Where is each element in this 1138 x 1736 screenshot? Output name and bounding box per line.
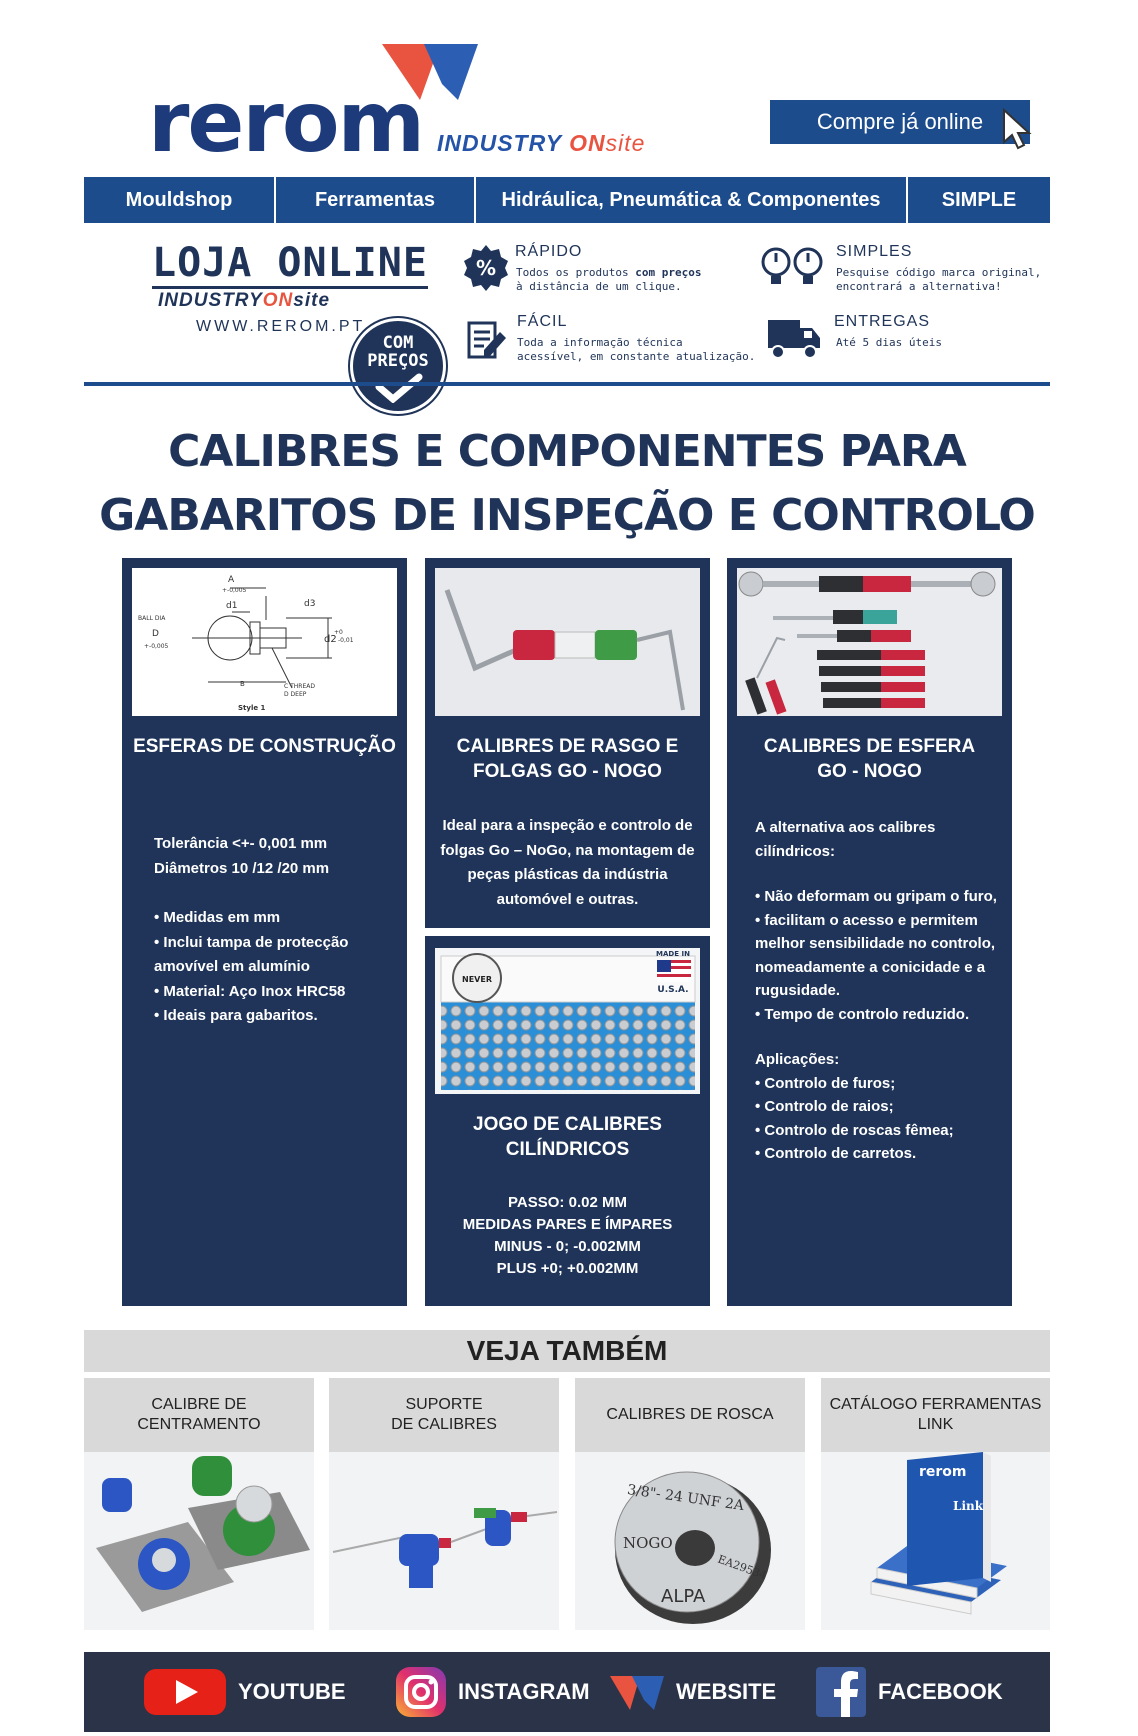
social-footer [84,1652,1050,1732]
feature-facil-text-1: Toda a informação técnica [517,336,683,349]
esfera-app-item: • Controlo de carretos. [755,1145,917,1162]
jogo-text-line: MEDIDAS PARES E ÍMPARES [462,1216,673,1233]
facebook-link[interactable] [816,1667,1003,1717]
instagram-label: INSTAGRAM [458,1679,590,1704]
rasgo-text-line: folgas Go – NoGo, na montagem de [440,841,695,859]
esferas-bullet: • Ideais para gabaritos. [154,1007,318,1024]
jogo-title-line1: JOGO DE CALIBRES [473,1114,662,1135]
svg-text:D DEEP: D DEEP [284,691,307,698]
esfera-bullet: rugusidade. [755,982,841,999]
store-sub-industry: INDUSTRY [158,290,263,311]
brand-tagline [437,130,645,157]
related-label-line1: CALIBRE DE [151,1396,247,1413]
headline-line2: GABARITOS DE INSPEÇÃO E CONTROLO [99,490,1035,541]
related-item-label [821,1378,1050,1452]
feature-facil-text [517,336,755,364]
go-nogo-blade-gauge-icon [435,568,700,716]
esfera-app-item: • Controlo de roscas fêmea; [755,1121,954,1139]
menu-item-ferramentas[interactable]: Ferramentas [276,177,476,223]
ball-drawing-icon [132,568,397,716]
store-subtitle [158,290,330,312]
svg-text:A: A [228,575,235,585]
card-esferas-specs [154,832,329,881]
svg-text:MADE IN: MADE IN [656,950,690,958]
cursor-icon [1002,108,1032,150]
website-label: WEBSITE [676,1679,777,1704]
jogo-text-line: PLUS +0; +0.002MM [496,1260,639,1277]
svg-text:EA29534: EA29534 [715,1552,769,1583]
card-jogo-calibres[interactable] [425,936,710,1306]
feature-facil-text-2: acessível, em constante atualização. [517,349,756,363]
esferas-spec-diameters: Diâmetros 10 /12 /20 mm [154,859,330,877]
card-jogo-text [425,1192,710,1280]
card-rasgo-text [425,814,710,912]
related-label-line2: CENTRAMENTO [137,1416,261,1433]
jogo-product-photo [435,948,700,1094]
document-pen-icon [466,320,508,362]
svg-text:Style 1: Style 1 [238,704,266,712]
esferas-bullet: • Inclui tampa de protecção [154,933,349,951]
facebook-label: FACEBOOK [878,1679,1003,1704]
esfera-bullet: • facilitam o acesso e permitem [755,911,978,929]
brand-logo[interactable]: rerom [148,73,424,171]
svg-text:d3: d3 [304,599,316,609]
feature-rapido-text-bold: com preços [635,266,702,279]
feature-rapido-title: RÁPIDO [515,243,583,260]
related-item-label [575,1378,805,1452]
rasgo-text-line: automóvel e outras. [496,890,639,908]
esferas-spec-tolerance: Tolerância <+- 0,001 mm [154,835,328,852]
esfera-title-line1: CALIBRES DE ESFERA [763,736,976,757]
esfera-bullet: nomeadamente a conicidade e a [755,958,986,976]
percent-badge-icon [462,244,510,292]
tagline-site: site [605,130,646,156]
thread-ring-gauge-icon [575,1452,805,1630]
esfera-bullet: melhor sensibilidade no controlo, [755,935,996,952]
badge-line2: PREÇOS [367,350,429,371]
card-esfera-text [755,816,997,1166]
menu-item-hidraulica[interactable]: Hidráulica, Pneumática & Componentes [476,177,908,223]
feature-simples-text-2: encontrará a alternativa! [836,279,1002,293]
svg-text:3/8"- 24 UNF 2A: 3/8"- 24 UNF 2A [626,1481,745,1515]
svg-text:+0: +0 [334,629,343,636]
svg-text:d2: d2 [324,634,337,645]
svg-text:NEVER: NEVER [462,975,492,984]
svg-text:B: B [240,680,245,688]
jogo-title-line2: CILÍNDRICOS [505,1139,630,1160]
menu-item-mouldshop[interactable]: Mouldshop [84,177,276,223]
store-url-link[interactable]: WWW.REROM.PT [196,318,366,335]
related-item-suporte[interactable] [329,1378,559,1630]
pin-gauge-set-icon [435,948,700,1094]
svg-text:-0,01: -0,01 [338,637,354,644]
svg-text:rerom: rerom [919,1464,967,1480]
card-jogo-title [425,1112,710,1162]
card-rasgo-title [425,734,710,784]
esfera-app-item: • Controlo de raios; [755,1098,894,1115]
svg-text:ALPA: ALPA [661,1586,706,1607]
esfera-app-item: • Controlo de furos; [755,1074,896,1092]
store-title[interactable]: LOJA ONLINE [152,240,428,289]
esferas-bullet: • Material: Aço Inox HRC58 [154,982,346,1000]
youtube-link[interactable] [144,1667,346,1717]
card-esferas-construcao[interactable] [122,558,407,1306]
esfera-title-line2: GO - NOGO [817,761,922,782]
section-divider [84,382,1050,386]
feature-simples-text [836,266,1041,294]
instagram-link[interactable] [394,1665,590,1719]
gauge-holder-icon [329,1452,559,1630]
card-esfera-title [727,734,1012,784]
jogo-text-line: PASSO: 0.02 MM [508,1194,627,1211]
svg-text:BALL DIA: BALL DIA [138,615,166,622]
rasgo-text-line: Ideal para a inspeção e controlo de [442,817,693,834]
related-section-title: VEJA TAMBÉM [84,1330,1050,1372]
catalogo-photo [821,1452,1050,1630]
related-item-rosca[interactable] [575,1378,805,1630]
feature-simples-text-1: Pesquise código marca original, [836,266,1042,279]
page-headline [84,420,1050,548]
store-sub-site: site [293,290,331,311]
suporte-photo [329,1452,559,1630]
related-label-line1: CATÁLOGO FERRAMENTAS [829,1396,1042,1413]
website-link[interactable] [610,1670,776,1714]
tagline-industry: INDUSTRY [437,130,562,156]
esferas-bullet: • Medidas em mm [154,909,281,926]
gauges-icon [760,244,826,286]
tagline-on: ON [569,130,606,156]
rosca-photo [575,1452,805,1630]
youtube-label: YOUTUBE [238,1679,346,1704]
card-calibres-rasgo[interactable] [425,558,710,928]
svg-text:C THREAD: C THREAD [284,683,315,690]
rasgo-product-photo [435,568,700,716]
checkmark-icon [373,373,423,403]
related-item-label [84,1378,314,1452]
centramento-photo [84,1452,314,1630]
truck-icon [766,316,822,360]
feature-simples-title: SIMPLES [836,243,913,260]
esfera-intro-line: A alternativa aos calibres [755,819,936,836]
feature-entregas-title: ENTREGAS [834,313,931,330]
related-label-line1: CALIBRES DE ROSCA [606,1406,774,1423]
svg-text:d1: d1 [226,601,238,611]
badge-line1: COM [382,333,414,353]
catalog-books-icon [821,1452,1050,1630]
esfera-bullet: • Não deformam ou gripam o furo, [755,888,997,905]
headline-line1: CALIBRES E COMPONENTES PARA [168,426,966,477]
svg-text:NOGO: NOGO [623,1534,673,1552]
centering-gauge-icon [84,1452,314,1630]
related-label-line1: SUPORTE [405,1396,483,1413]
related-item-centramento[interactable] [84,1378,314,1630]
com-precos-badge [350,318,446,414]
feature-entregas-text: Até 5 dias úteis [836,336,942,349]
card-esferas-title: ESFERAS DE CONSTRUÇÃO [133,736,396,757]
svg-text:U.S.A.: U.S.A. [657,985,689,995]
esferas-bullet: amovível em alumínio [154,958,310,975]
svg-text:+-0,005: +-0,005 [222,587,247,594]
related-label-line2: DE CALIBRES [391,1416,497,1433]
rerom-logo-icon [610,1670,664,1714]
rasgo-title-line1: CALIBRES DE RASGO E [456,736,679,757]
esfera-product-photo [737,568,1002,716]
store-sub-on: ON [262,290,294,311]
facebook-icon [816,1667,866,1717]
esfera-bullet: • Tempo de controlo reduzido. [755,1005,970,1023]
svg-text:%: % [475,256,497,280]
related-item-catalogo[interactable] [821,1378,1050,1630]
feature-rapido-text-1: Todos os produtos [516,266,636,279]
related-label-line2: LINK [917,1416,954,1433]
svg-text:+-0,005: +-0,005 [144,643,169,650]
card-esferas-bullets [154,906,348,1029]
instagram-icon [394,1665,448,1719]
menu-item-simple[interactable]: SIMPLE [941,188,1017,211]
rasgo-title-line2: FOLGAS GO - NOGO [473,761,662,782]
esferas-technical-drawing [132,568,397,716]
ball-gauges-icon [737,568,1002,716]
related-item-label [329,1378,559,1452]
esfera-apps-title: Aplicações: [755,1051,840,1068]
svg-text:D: D [152,629,159,639]
main-menu [84,177,1050,223]
card-calibres-esfera[interactable] [727,558,1012,1306]
buy-online-button[interactable]: Compre já online [770,100,1030,144]
youtube-icon [144,1667,226,1717]
feature-rapido-text-2: à distância de um clique. [516,279,682,293]
feature-rapido-text [516,266,701,294]
esfera-intro-line: cilíndricos: [755,842,836,860]
svg-text:Link: Link [953,1499,984,1513]
rasgo-text-line: peças plásticas da indústria [467,866,668,883]
feature-facil-title: FÁCIL [517,313,568,330]
jogo-text-line: MINUS - 0; -0.002MM [494,1238,641,1255]
